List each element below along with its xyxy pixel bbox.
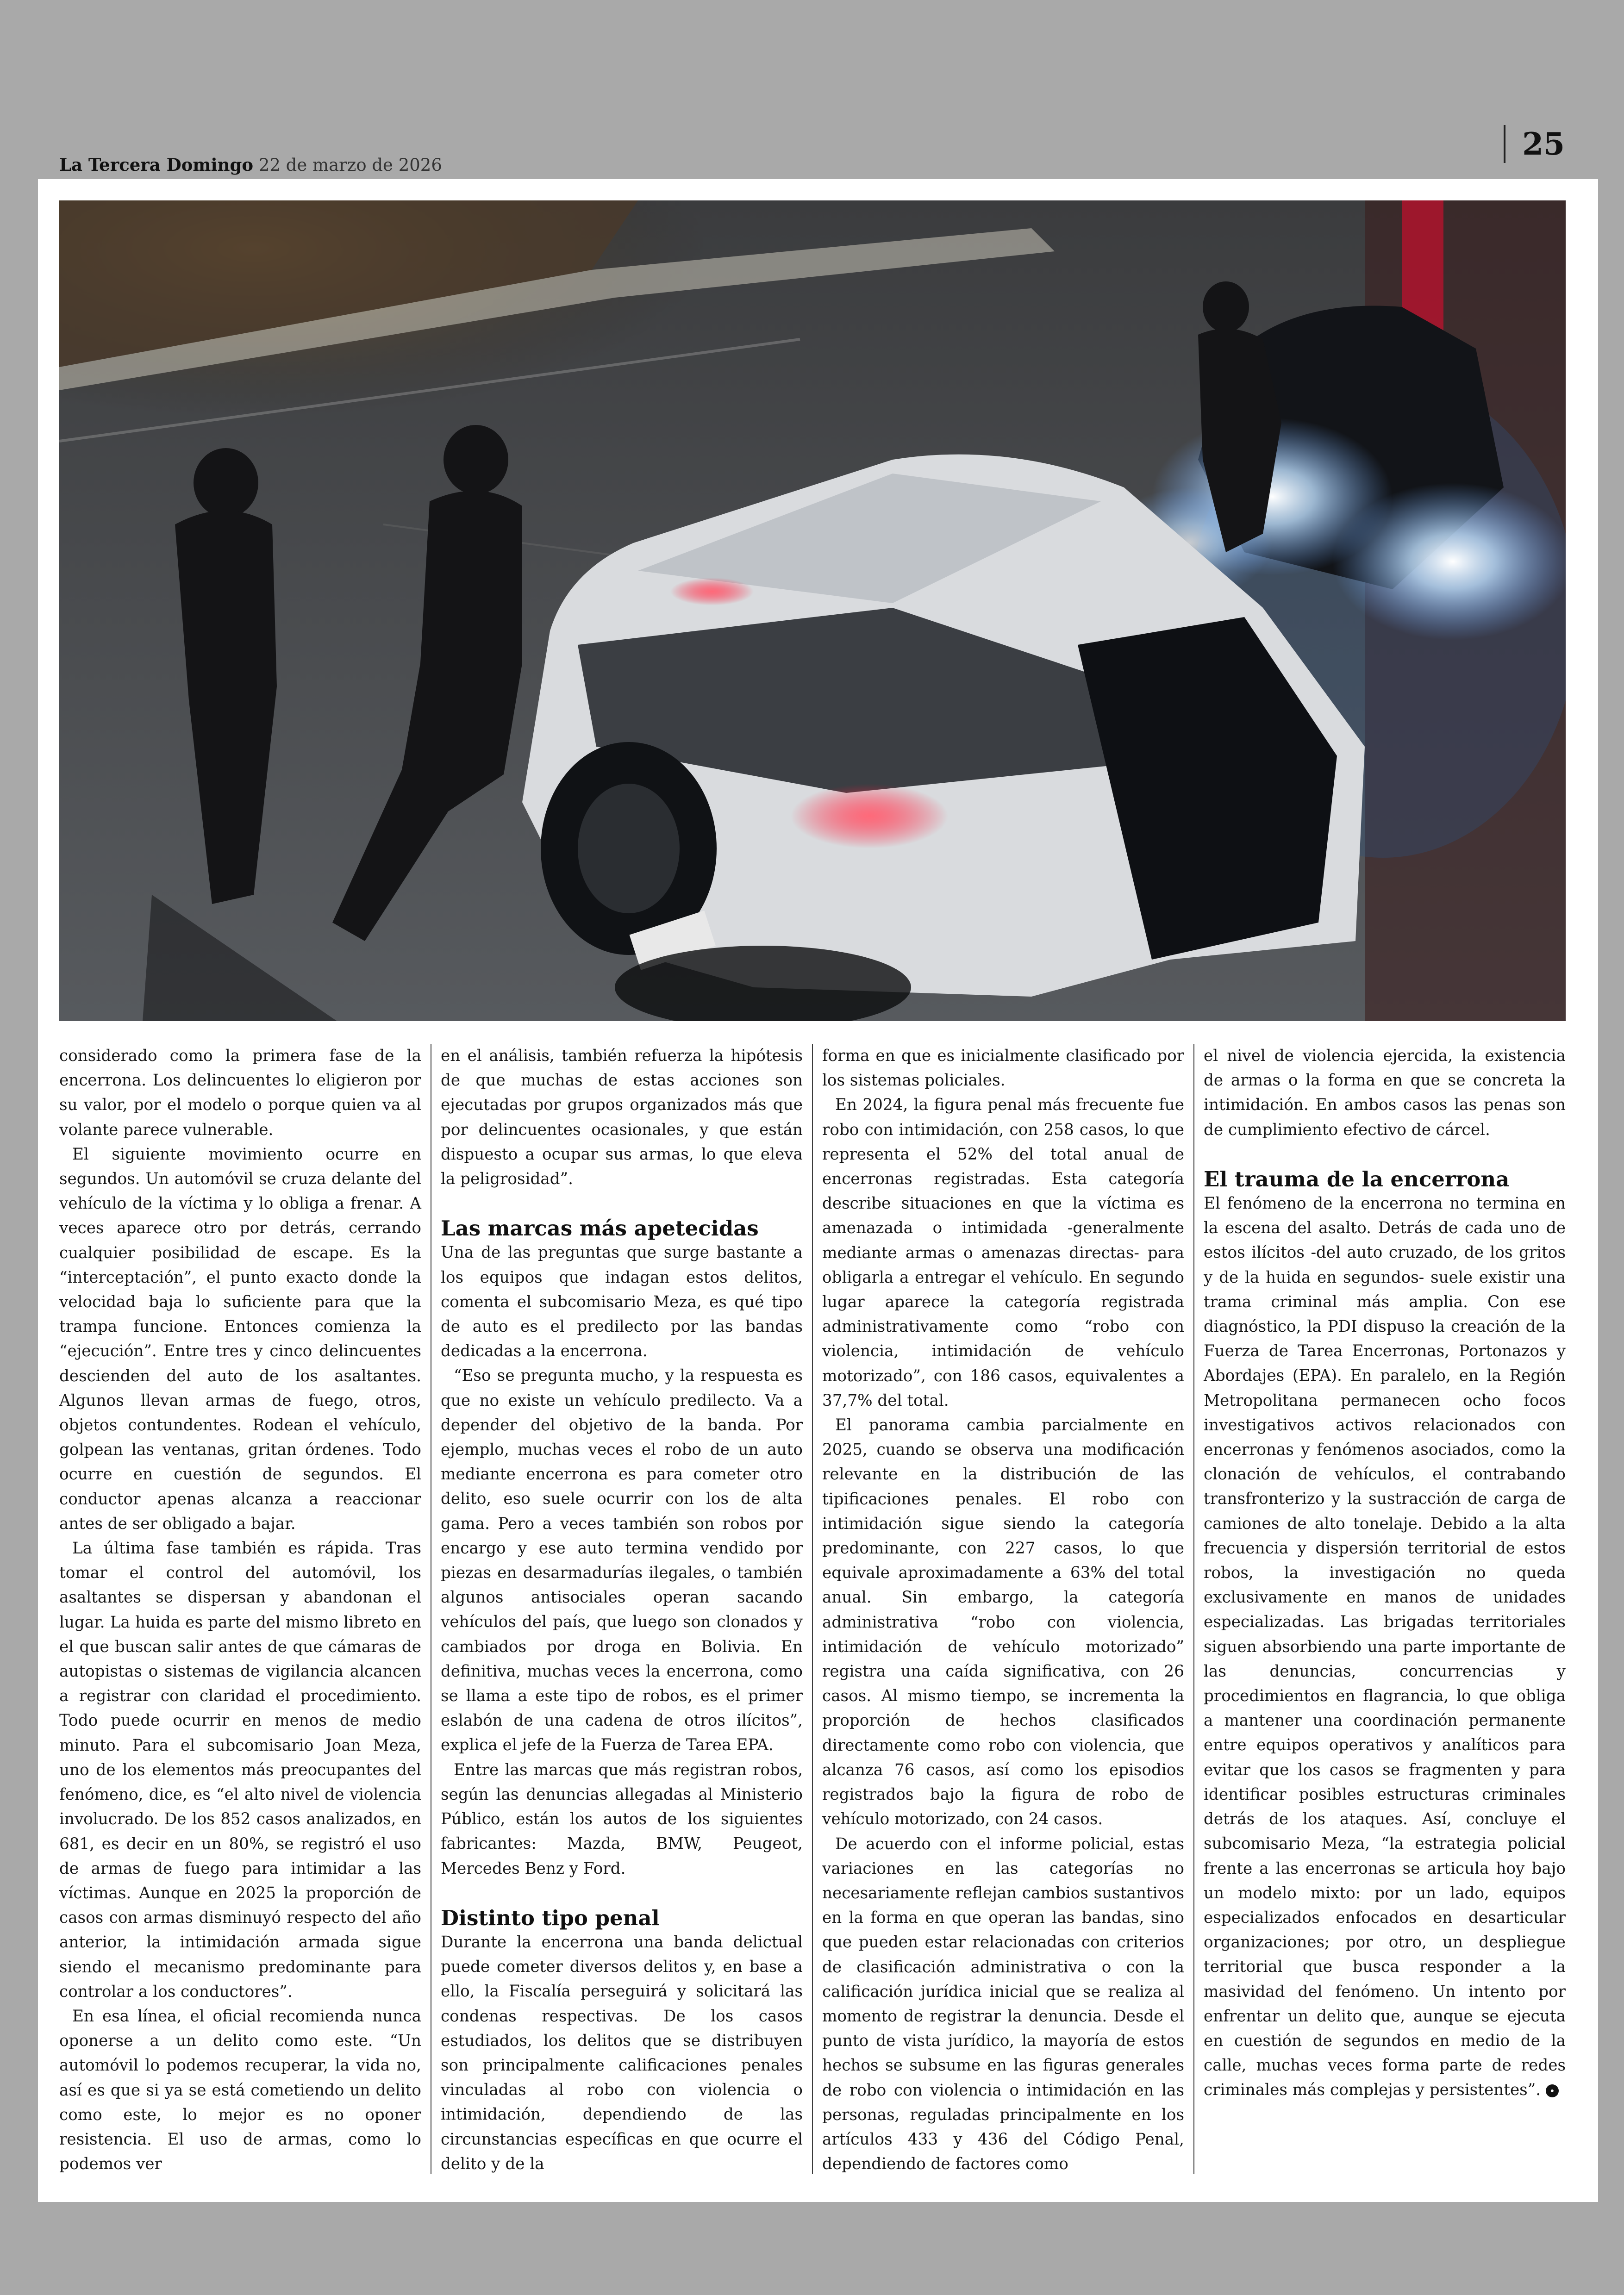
article-paragraph — [822, 1093, 1184, 1413]
paragraph-text: considerado como la primera fase de la encerrona. Los delincuentes lo eligieron por su valor, por el modelo o porque quien va al volante parece vulnerable. — [59, 1047, 421, 1139]
page-header — [59, 125, 1565, 181]
paragraph-text: De acuerdo con el informe policial, estas variaciones en las categorías no necesariamente reflejan cambios sustantivos en la forma en que operan las bandas, sino que pueden estar relacionadas con criterios de clasificación administrativa o con la calificación jurídica inicial que se realiza al momento de registrar la denuncia. Desde el punto de vista jurídico, la mayoría de estos hechos se subsume en las figuras generales de robo con violencia o intimidación en las personas, reguladas principalmente en los artículos 433 y 436 del Código Penal, dependiendo de factores como — [822, 1834, 1184, 2174]
section-heading — [441, 1216, 803, 1241]
article-paragraph — [1204, 1044, 1566, 1142]
paragraph-text: El siguiente movimiento ocurre en segundos. Un automóvil se cruza delante del vehículo de la víctima y lo obliga a frenar. A veces aparece otro por detrás, cerrando cualquier posibilidad de escape. Es la “interceptación”, el punto exacto donde la velocidad baja lo suficiente para que la trampa funcione. Entonces comienza la “ejecución”. Entre tres y cinco delincuentes descienden del auto de los asaltantes. Algunos llevan armas de fuego, otros, objetos contundentes. Rodean el vehículo, golpean las ventanas, gritan órdenes. Todo ocurre en cuestión de segundos. El conductor apenas alcanza a reaccionar antes de ser obligado a bajar. — [59, 1145, 421, 1533]
article-column-3 — [812, 1044, 1193, 2174]
article-paragraph — [59, 1142, 421, 1536]
article-column-1 — [59, 1044, 431, 2174]
article-paragraph — [822, 1832, 1184, 2175]
page-number: 25 — [1504, 125, 1565, 163]
paragraph-text: La última fase también es rápida. Tras tomar el control del automóvil, los asaltantes se dispersan y abandonan el lugar. La huida es parte del mismo libreto en el que buscan salir antes de que cámaras de autopistas o sistemas de vigilancia alcancen a registrar con claridad el procedimiento. Todo puede ocurrir en menos de medio minuto. Para el subcomisario Joan Meza, uno de los elementos más preocupantes del fenómeno, dice, es “el alto nivel de violencia involucrado. De los 852 casos analizados, en 681, es decir en un 80%, se registró el uso de armas de fuego para intimidar a las víctimas. Aunque en 2025 la proporción de casos con armas disminuyó respecto del año anterior, la intimidación armada sigue siendo el mecanismo predominante para controlar a los conductores”. — [59, 1539, 421, 2001]
paragraph-text: En 2024, la figura penal más frecuente fue robo con intimidación, con 258 casos, lo que representa el 52% del total anual de encerronas registradas. Esta categoría describe situaciones en que la víctima es amenazada o intimidada -generalmente mediante armas o amenazas directas- para obligarla a entregar el vehículo. En segundo lugar aparece la categoría registrada administrativamente como “robo con violencia, intimidación de vehículo motorizado”, con 186 casos, equivalentes a 37,7% del total. — [822, 1096, 1184, 1410]
article-paragraph — [441, 1044, 803, 1191]
article-paragraph — [441, 1364, 803, 1758]
paragraph-text: “Eso se pregunta mucho, y la respuesta es que no existe un vehículo predilecto. Va a depender del objetivo de la banda. Por ejemplo, muchas veces el robo de un auto mediante encerrona es para cometer otro delito, eso suele ocurrir con los de alta gama. Pero a veces también son robos por encargo y ese auto termina vendido por piezas en desarmadurías ilegales, o también algunos antisociales operan sacando vehículos del país, que luego son clonados y cambiados por droga en Bolivia. En definitiva, muchas veces la encerrona, como se llama a este tipo de robos, es el primer eslabón de una cadena de otros ilícitos”, explica el jefe de la Fuerza de Tarea EPA. — [441, 1366, 803, 1755]
publication-name: La Tercera Domingo — [59, 155, 254, 175]
masthead — [59, 155, 442, 175]
section-heading — [1204, 1167, 1566, 1191]
article-paragraph — [441, 1241, 803, 1364]
article-column-4 — [1193, 1044, 1566, 2174]
article-column-2 — [431, 1044, 812, 2174]
article-paragraph — [441, 1758, 803, 1881]
article-page — [38, 179, 1598, 2202]
article-paragraph — [1204, 1191, 1566, 2103]
security-camera-photo — [59, 200, 1566, 1021]
article-paragraph — [822, 1044, 1184, 1093]
article-end-icon: • — [1546, 2084, 1559, 2097]
article-body — [59, 1044, 1566, 2174]
paragraph-text: En esa línea, el oficial recomienda nunca oponerse a un delito como este. “Un automóvil lo podemos recuperar, la vida no, así es que si ya se está cometiendo un delito como este, lo mejor es no oponer resistencia. El uso de armas, como lo podemos ver — [59, 2007, 421, 2174]
section-heading-text: Las marcas más apetecidas — [441, 1216, 759, 1241]
publication-date: 22 de marzo de 2026 — [258, 155, 442, 175]
article-paragraph — [59, 1536, 421, 2004]
paragraph-text: El fenómeno de la encerrona no termina en la escena del asalto. Detrás de cada uno de estos ilícitos -del auto cruzado, de los gritos y de la huida en segundos- suele existir una trama criminal más amplia. Con ese diagnóstico, la PDI dispuso la creación de la Fuerza de Tarea Encerronas, Portonazos y Abordajes (EPA). En paralelo, en la Región Metropolitana permanecen ocho focos investigativos activos relacionados con encerronas y fenómenos asociados, como la clonación de vehículos, el contrabando transfronterizo y la sustracción de carga de camiones de alto tonelaje. Debido a la alta frecuencia y dispersión territorial de estos robos, la investigación no queda exclusivamente en manos de unidades especializadas. Las brigadas territoriales siguen absorbiendo una parte importante de las denuncias, concurrencias y procedimientos en flagrancia, lo que obliga a mantener una coordinación permanente entre equipos operativos y analíticos para evitar que los casos se fragmenten y para identificar posibles estructuras criminales detrás de los ataques. Así, concluye el subcomisario Meza, “la estrategia policial frente a las encerronas se articula hoy bajo un modelo mixto: por un lado, equipos especializados enfocados en desarticular organizaciones; por otro, un despliegue territorial que busca responder a la masividad del fenómeno. Un intento por enfrentar un delito que, aunque se ejecuta en cuestión de segundos en medio de la calle, muchas veces forma parte de redes criminales más complejas y persistentes”. — [1204, 1194, 1566, 2100]
article-paragraph — [59, 1044, 421, 1142]
paragraph-text: el nivel de violencia ejercida, la existencia de armas o la forma en que se concreta la intimidación. En ambos casos las penas son de cumplimiento efectivo de cárcel. — [1204, 1047, 1566, 1139]
article-paragraph — [59, 2004, 421, 2174]
paragraph-text: El panorama cambia parcialmente en 2025, cuando se observa una modificación relevante en la distribución de las tipificaciones penales. El robo con intimidación sigue siendo la categoría predominante, con 227 casos, lo que equivale aproximadamente a 63% del total anual. Sin embargo, la categoría administrativa “robo con violencia, intimidación de vehículo motorizado” registra una caída significativa, con 26 casos. Al mismo tiempo, se incrementa la proporción de hechos clasificados directamente como robo con violencia, que alcanza 76 casos, así como los episodios registrados bajo la figura de robo de vehículo motorizado, con 24 casos. — [822, 1416, 1184, 1829]
section-heading — [441, 1906, 803, 1930]
article-paragraph — [441, 1930, 803, 2174]
paragraph-text: Durante la encerrona una banda delictual puede cometer diversos delitos y, en base a ello, la Fiscalía perseguirá y solicitará las condenas respectivas. De los casos estudiados, los delitos que se distribuyen son principalmente calificaciones penales vinculadas al robo con violencia o intimidación, dependiendo de las circunstancias específicas en que ocurre el delito y de la — [441, 1933, 803, 2173]
section-heading-text: El trauma de la encerrona — [1204, 1166, 1510, 1191]
paragraph-text: Una de las preguntas que surge bastante a los equipos que indagan estos delitos, comenta el subcomisario Meza, es qué tipo de auto es el predilecto por las bandas dedicadas a la encerrona. — [441, 1243, 803, 1361]
paragraph-text: en el análisis, también refuerza la hipótesis de que muchas de estas acciones son ejecutadas por grupos organizados más que por delincuentes ocasionales, y que están dispuesto a ocupar sus armas, lo que eleva la peligrosidad”. — [441, 1047, 803, 1189]
paragraph-text: forma en que es inicialmente clasificado por los sistemas policiales. — [822, 1047, 1184, 1090]
article-paragraph — [822, 1413, 1184, 1832]
paragraph-text: Entre las marcas que más registran robos, según las denuncias allegadas al Ministerio Público, están los autos de los siguientes fabricantes: Mazda, BMW, Peugeot, Mercedes Benz y Ford. — [441, 1760, 803, 1878]
section-heading-text: Distinto tipo penal — [441, 1905, 660, 1930]
